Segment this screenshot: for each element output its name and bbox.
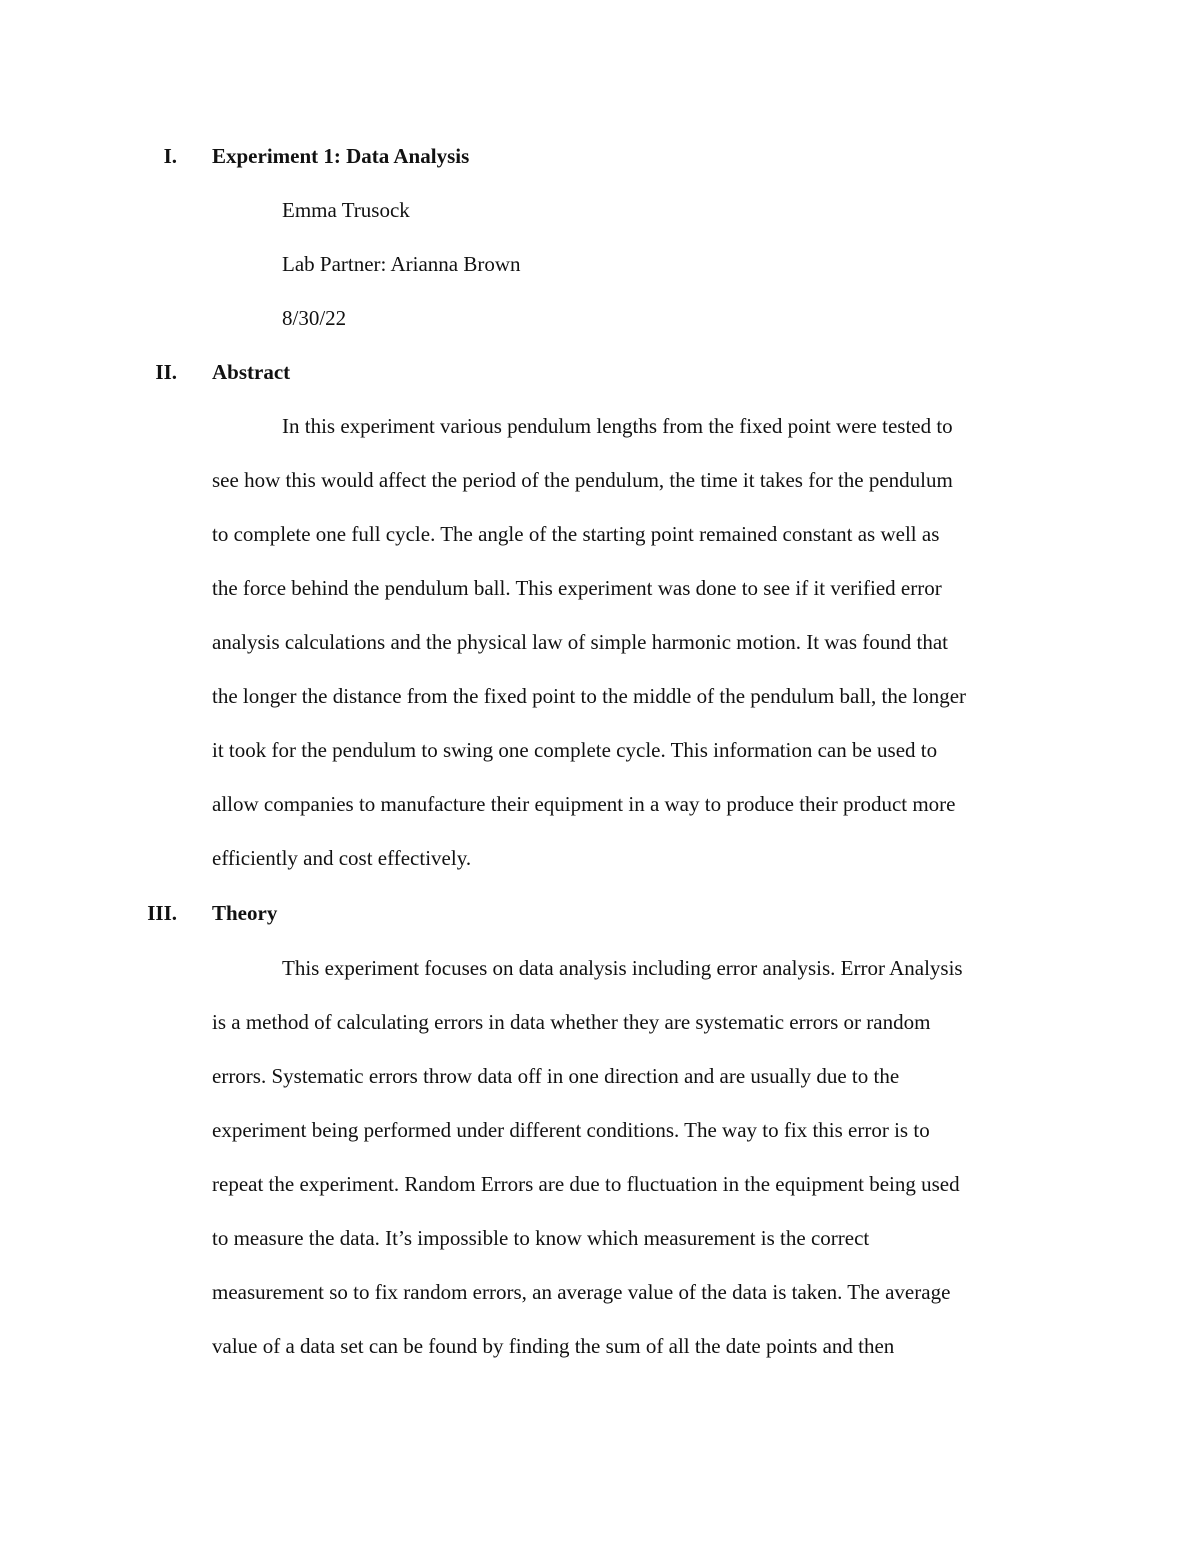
section-heading-theory [0,897,1200,929]
paragraph-line: In this experiment various pendulum lengths from the fixed point were tested to [282,414,953,438]
paragraph-line: experiment being performed under different conditions. The way to fix this error is to [212,1118,930,1142]
paragraph-line: value of a data set can be found by finding the sum of all the date points and then [212,1334,895,1358]
section-heading-experiment [0,140,1200,172]
report-date: 8/30/22 [282,306,347,330]
section-numeral: III. [147,901,177,925]
section-numeral: II. [155,360,177,384]
section-title: Theory [212,901,278,925]
paragraph-line: to complete one full cycle. The angle of the starting point remained constant as well as [212,522,940,546]
paragraph-line: it took for the pendulum to swing one complete cycle. This information can be used to [212,738,938,762]
paragraph-line: the longer the distance from the fixed point to the middle of the pendulum ball, the longer [212,684,967,708]
paragraph-line: repeat the experiment. Random Errors are due to fluctuation in the equipment being used [212,1172,960,1196]
paragraph-line: the force behind the pendulum ball. This experiment was done to see if it verified error [212,576,942,600]
paragraph-line: This experiment focuses on data analysis including error analysis. Error Analysis [282,956,963,980]
paragraph-line: errors. Systematic errors throw data off in one direction and are usually due to the [212,1064,900,1088]
section-title: Abstract [212,360,291,384]
paragraph-line: efficiently and cost effectively. [212,846,472,870]
paragraph-line: allow companies to manufacture their equipment in a way to produce their product more [212,792,956,816]
paragraph-line: analysis calculations and the physical law of simple harmonic motion. It was found that [212,630,948,654]
author-name: Emma Trusock [282,198,410,222]
lab-partner: Lab Partner: Arianna Brown [282,252,521,276]
section-title: Experiment 1: Data Analysis [212,144,470,168]
paragraph-line: is a method of calculating errors in data whether they are systematic errors or random [212,1010,931,1034]
paragraph-line: see how this would affect the period of the pendulum, the time it takes for the pendulum [212,468,953,492]
section-numeral: I. [163,144,177,168]
section-heading-abstract [0,356,1200,388]
paragraph-line: measurement so to fix random errors, an average value of the data is taken. The average [212,1280,951,1304]
paragraph-line: to measure the data. It’s impossible to know which measurement is the correct [212,1226,870,1250]
